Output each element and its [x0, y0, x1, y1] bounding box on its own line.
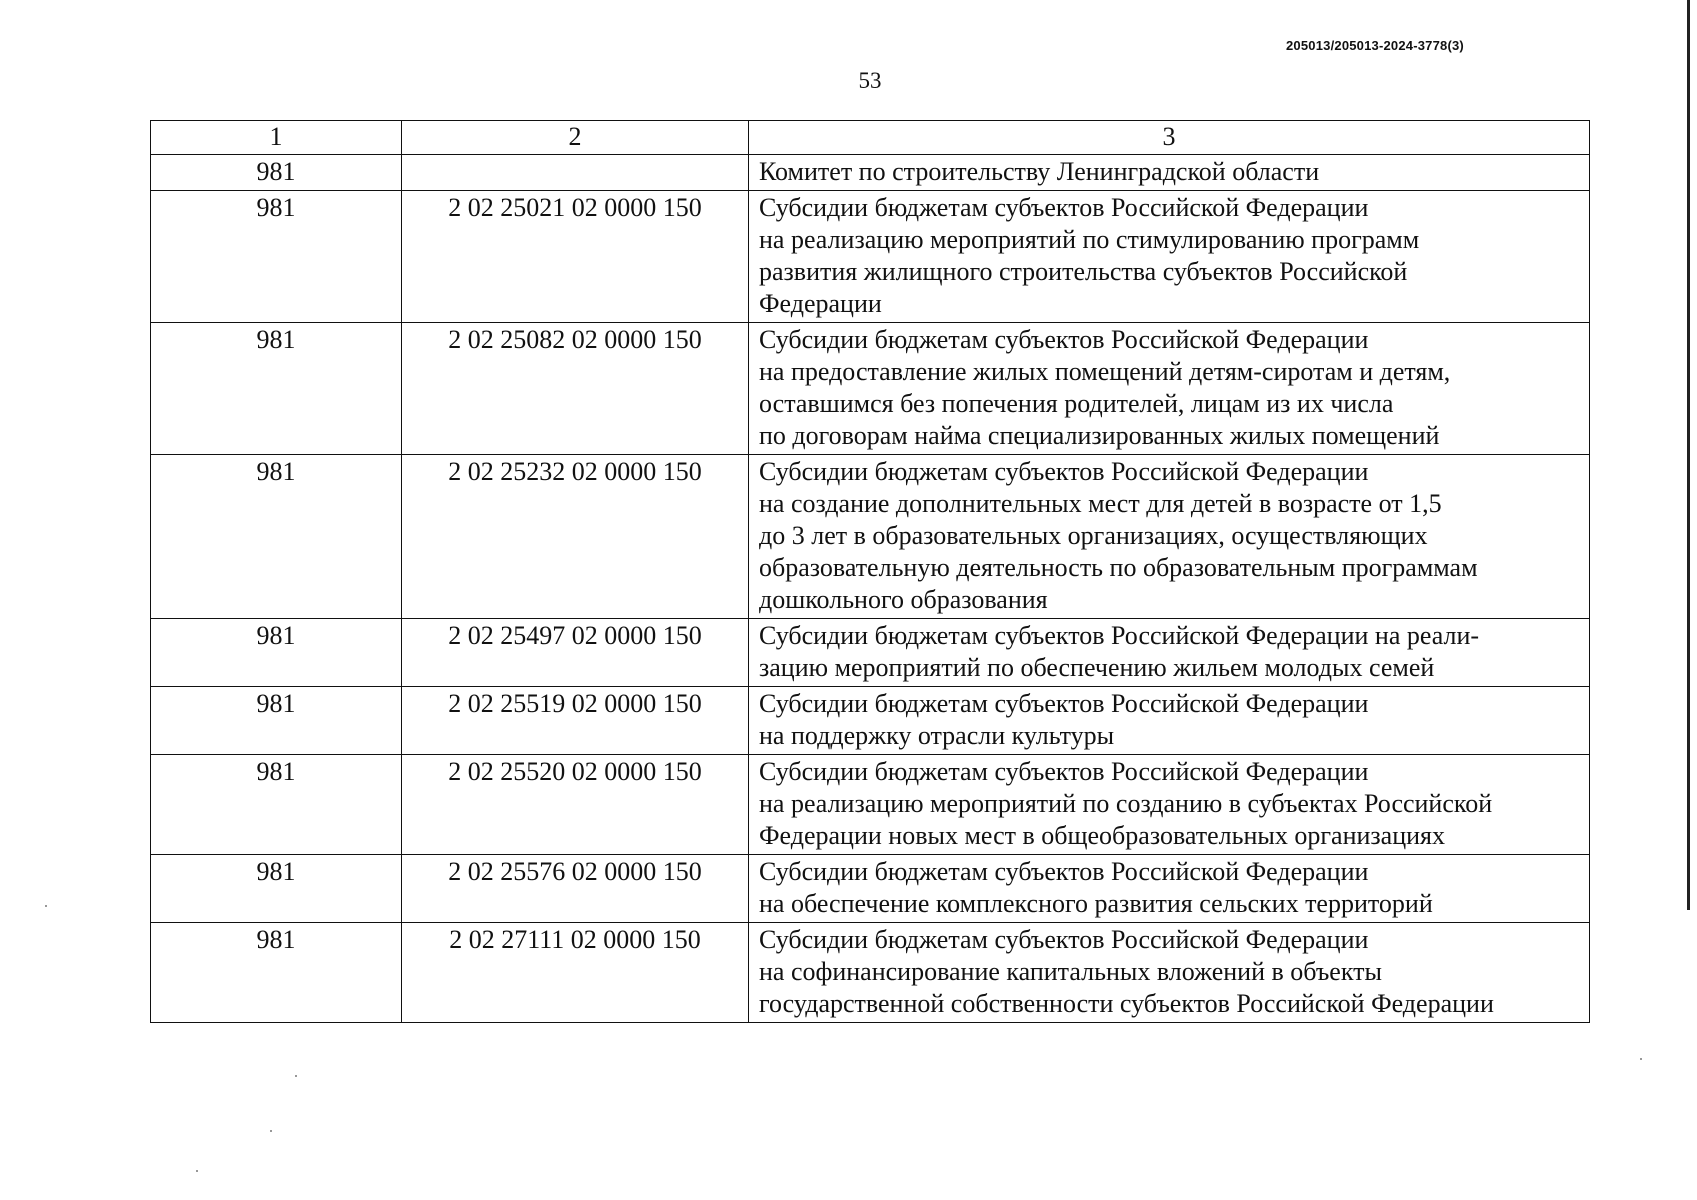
table-row — [151, 455, 1590, 619]
admin-code-cell: 981 — [151, 191, 402, 323]
revenue-description-cell — [749, 455, 1590, 619]
scan-speck — [1640, 1058, 1642, 1060]
description-line: Субсидии бюджетам субъектов Российской Федерации — [759, 757, 1369, 786]
table-row — [151, 755, 1590, 855]
revenue-description-cell — [749, 923, 1590, 1023]
table-row — [151, 923, 1590, 1023]
admin-code-cell: 981 — [151, 455, 402, 619]
budget-code-cell: 2 02 25232 02 0000 150 — [402, 455, 749, 619]
description-line: государственной собственности субъектов Российской Федерации — [759, 989, 1494, 1018]
table-row — [151, 855, 1590, 923]
table-header-row — [151, 121, 1590, 155]
admin-code-cell: 981 — [151, 323, 402, 455]
admin-code-cell: 981 — [151, 155, 402, 191]
table-row — [151, 619, 1590, 687]
table-row — [151, 687, 1590, 755]
admin-code-cell: 981 — [151, 923, 402, 1023]
description-line: развития жилищного строительства субъектов Российской — [759, 257, 1408, 286]
scan-speck — [270, 1130, 272, 1132]
description-line: на поддержку отрасли культуры — [759, 721, 1115, 750]
admin-code-cell: 981 — [151, 755, 402, 855]
budget-code-cell: 2 02 25082 02 0000 150 — [402, 323, 749, 455]
budget-classification-table — [150, 120, 1590, 1023]
revenue-description-cell — [749, 855, 1590, 923]
description-line: на реализацию мероприятий по созданию в субъектах Российской — [759, 789, 1493, 818]
budget-code-cell: 2 02 25497 02 0000 150 — [402, 619, 749, 687]
description-line: Федерации новых мест в общеобразовательных организациях — [759, 821, 1445, 850]
description-line: образовательную деятельность по образовательным программам — [759, 553, 1478, 582]
scan-speck — [295, 1075, 297, 1077]
revenue-description-cell — [749, 155, 1590, 191]
description-line: Субсидии бюджетам субъектов Российской Федерации — [759, 925, 1369, 954]
column-header-2: 2 — [402, 121, 749, 155]
revenue-description-cell — [749, 687, 1590, 755]
description-line: Комитет по строительству Ленинградской области — [759, 157, 1320, 186]
admin-code-cell: 981 — [151, 687, 402, 755]
budget-code-cell: 2 02 27111 02 0000 150 — [402, 923, 749, 1023]
admin-code-cell: 981 — [151, 855, 402, 923]
budget-code-cell: 2 02 25021 02 0000 150 — [402, 191, 749, 323]
page-number: 53 — [858, 68, 882, 93]
description-line: Субсидии бюджетам субъектов Российской Федерации — [759, 193, 1369, 222]
description-line: Субсидии бюджетам субъектов Российской Федерации — [759, 325, 1369, 354]
admin-code-cell: 981 — [151, 619, 402, 687]
table-body — [151, 121, 1590, 1023]
budget-code-cell — [402, 155, 749, 191]
scan-edge-line — [1687, 0, 1690, 910]
budget-code-cell: 2 02 25520 02 0000 150 — [402, 755, 749, 855]
revenue-description-cell — [749, 619, 1590, 687]
description-line: на создание дополнительных мест для детей в возрасте от 1,5 — [759, 489, 1442, 518]
budget-code-cell: 2 02 25576 02 0000 150 — [402, 855, 749, 923]
description-line: Субсидии бюджетам субъектов Российской Федерации — [759, 857, 1369, 886]
description-line: Субсидии бюджетам субъектов Российской Федерации — [759, 457, 1369, 486]
description-line: на предоставление жилых помещений детям-сиротам и детям, — [759, 357, 1451, 386]
description-line: зацию мероприятий по обеспечению жильем молодых семей — [759, 653, 1435, 682]
description-line: на реализацию мероприятий по стимулированию программ — [759, 225, 1420, 254]
scan-speck — [196, 1170, 198, 1172]
description-line: до 3 лет в образовательных организациях, осуществляющих — [759, 521, 1428, 550]
description-line: дошкольного образования — [759, 585, 1048, 614]
description-line: Федерации — [759, 289, 882, 318]
description-line: на обеспечение комплексного развития сельских территорий — [759, 889, 1433, 918]
revenue-description-cell — [749, 323, 1590, 455]
description-line: на софинансирование капитальных вложений в объекты — [759, 957, 1382, 986]
scan-speck — [45, 905, 47, 907]
revenue-description-cell — [749, 755, 1590, 855]
description-line: по договорам найма специализированных жилых помещений — [759, 421, 1440, 450]
description-line: Субсидии бюджетам субъектов Российской Федерации на реали- — [759, 621, 1480, 650]
table-row — [151, 323, 1590, 455]
description-line: оставшимся без попечения родителей, лицам из их числа — [759, 389, 1394, 418]
table-row — [151, 191, 1590, 323]
column-header-3: 3 — [749, 121, 1590, 155]
budget-code-cell: 2 02 25519 02 0000 150 — [402, 687, 749, 755]
table-row — [151, 155, 1590, 191]
revenue-description-cell — [749, 191, 1590, 323]
column-header-1: 1 — [151, 121, 402, 155]
description-line: Субсидии бюджетам субъектов Российской Федерации — [759, 689, 1369, 718]
document-id: 205013/205013-2024-3778(3) — [1286, 38, 1464, 53]
